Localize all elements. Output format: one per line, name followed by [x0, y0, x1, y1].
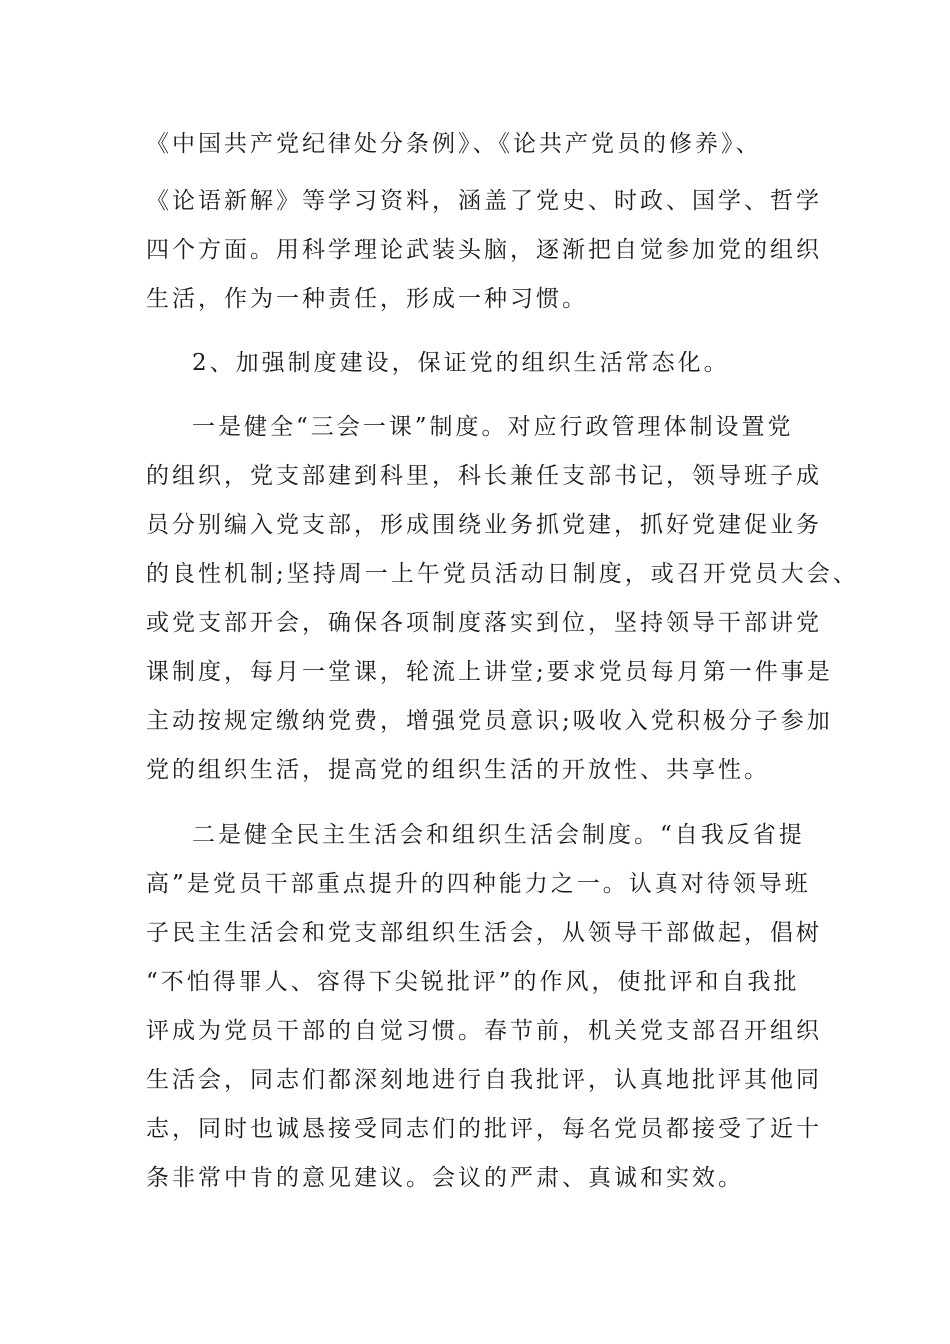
text-line: 或党支部开会，确保各项制度落实到位，坚持领导干部讲党 — [146, 610, 822, 636]
text-line: 党的组织生活，提高党的组织生活的开放性、共享性。 — [146, 757, 770, 783]
text-line: 《中国共产党纪律处分条例》、《论共产党员的修养》、 — [146, 131, 762, 157]
text-line: 员分别编入党支部，形成围绕业务抓党建，抓好党建促业务 — [146, 512, 822, 538]
text-line: 生活会，同志们都深刻地进行自我批评，认真地批评其他同 — [146, 1067, 822, 1093]
paragraph-first-line: 二是健全民主生活会和组织生活会制度。“自我反省提 — [192, 822, 805, 848]
text-line: 生活，作为一种责任，形成一种习惯。 — [146, 286, 588, 312]
text-line: 四个方面。用科学理论武装头脑，逐渐把自觉参加党的组织 — [146, 237, 822, 263]
text-line: 子民主生活会和党支部组织生活会，从领导干部做起，倡树 — [146, 920, 822, 946]
text-line: 《论语新解》等学习资料，涵盖了党史、时政、国学、哲学 — [146, 188, 822, 214]
text-line: 志，同时也诚恳接受同志们的批评，每名党员都接受了近十 — [146, 1116, 822, 1142]
text-line: 课制度，每月一堂课，轮流上讲堂;要求党员每月第一件事是 — [146, 659, 833, 685]
text-line: “不怕得罪人、容得下尖锐批评”的作风，使批评和自我批 — [146, 969, 800, 995]
text-line: 主动按规定缴纳党费，增强党员意识;吸收入党积极分子参加 — [146, 708, 833, 734]
text-line: 评成为党员干部的自觉习惯。春节前，机关党支部召开组织 — [146, 1018, 822, 1044]
paragraph-first-line: 一是健全“三会一课”制度。对应行政管理体制设置党 — [192, 414, 794, 440]
text-line: 的组织，党支部建到科里，科长兼任支部书记，领导班子成 — [146, 463, 822, 489]
text-line: 的良性机制;坚持周一上午党员活动日制度，或召开党员大会、 — [146, 561, 859, 587]
section-heading: 2、加强制度建设，保证党的组织生活常态化。 — [192, 350, 730, 376]
text-line: 条非常中肯的意见建议。会议的严肃、真诚和实效。 — [146, 1165, 744, 1191]
text-line: 高”是党员干部重点提升的四种能力之一。认真对待领导班 — [146, 871, 811, 897]
